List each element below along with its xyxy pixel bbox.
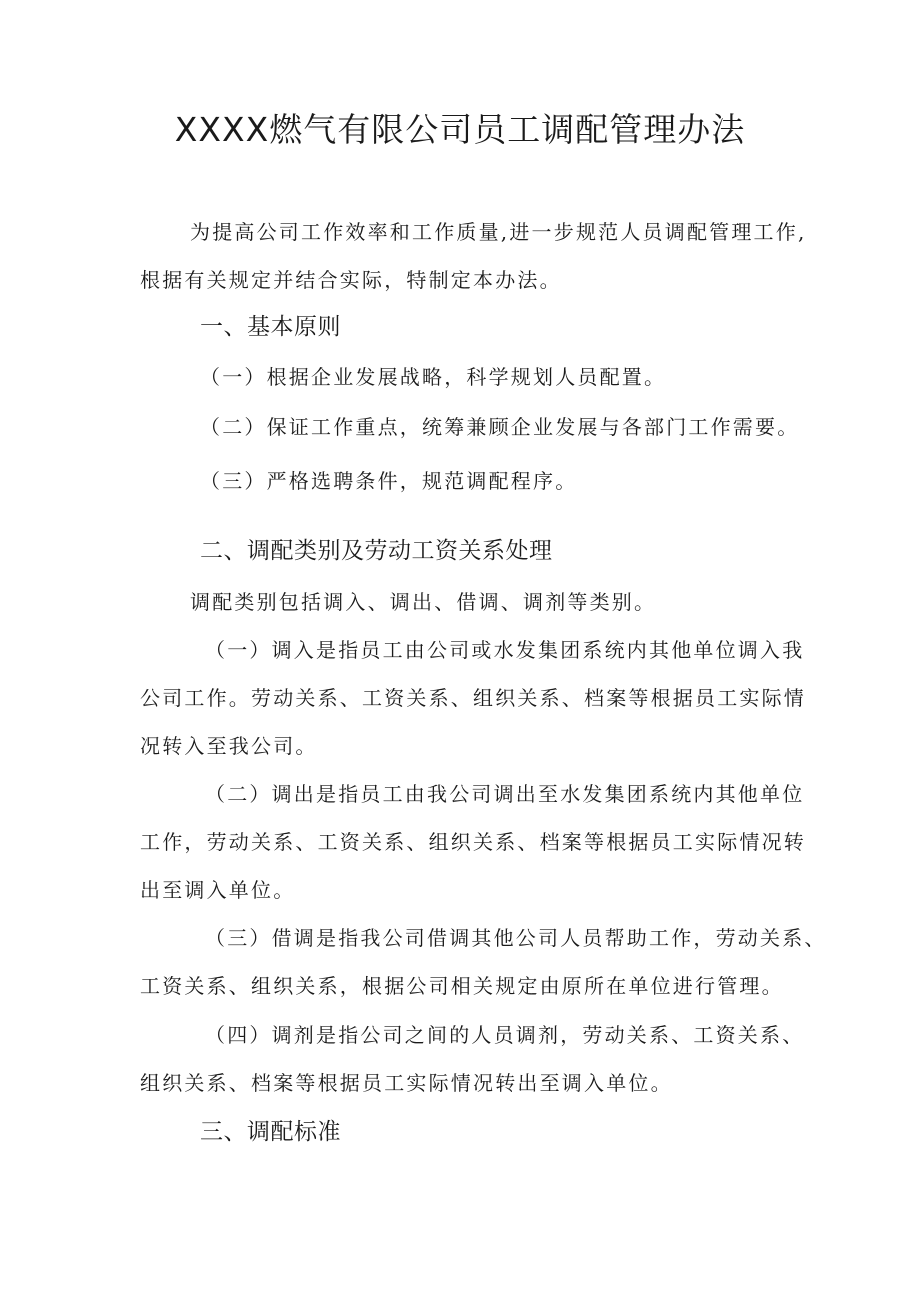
transfer-in-line-2: 公司工作。劳动关系、工资关系、组织关系、档案等根据员工实际情 xyxy=(140,686,806,710)
intro-line-2: 根据有关规定并结合实际，特制定本办法。 xyxy=(140,268,562,292)
reallocation-line-2: 组织关系、档案等根据员工实际情况转出至调入单位。 xyxy=(140,1071,673,1095)
transfer-out-line-1: （二）调出是指员工由我公司调出至水发集团系统内其他单位 xyxy=(205,782,805,806)
transfer-in-line-3: 况转入至我公司。 xyxy=(140,734,318,758)
transfer-out-line-3: 出至调入单位。 xyxy=(140,878,296,902)
categories-intro: 调配类别包括调入、调出、借调、调剂等类别。 xyxy=(190,590,657,614)
reallocation-line-1: （四）调剂是指公司之间的人员调剂，劳动关系、工资关系、 xyxy=(205,1023,805,1047)
section-heading-basic-principles: 一、基本原则 xyxy=(200,314,341,340)
transfer-out-line-2: 工作，劳动关系、工资关系、组织关系、档案等根据员工实际情况转 xyxy=(140,830,806,854)
section-heading-standards: 三、调配标准 xyxy=(200,1119,341,1145)
document-title: XXXX燃气有限公司员工调配管理办法 xyxy=(174,110,746,149)
principle-item-1: （一）根据企业发展战略，科学规划人员配置。 xyxy=(200,365,667,389)
intro-line-1: 为提高公司工作效率和工作质量,进一步规范人员调配管理工作, xyxy=(190,220,807,244)
principle-item-3: （三）严格选聘条件，规范调配程序。 xyxy=(200,469,578,493)
principle-item-2: （二）保证工作重点，统筹兼顾企业发展与各部门工作需要。 xyxy=(200,415,800,439)
section-heading-categories: 二、调配类别及劳动工资关系处理 xyxy=(200,538,553,564)
transfer-in-line-1: （一）调入是指员工由公司或水发集团系统内其他单位调入我 xyxy=(205,638,805,662)
secondment-line-1: （三）借调是指我公司借调其他公司人员帮助工作，劳动关系、 xyxy=(205,926,827,950)
secondment-line-2: 工资关系、组织关系，根据公司相关规定由原所在单位进行管理。 xyxy=(140,974,784,998)
